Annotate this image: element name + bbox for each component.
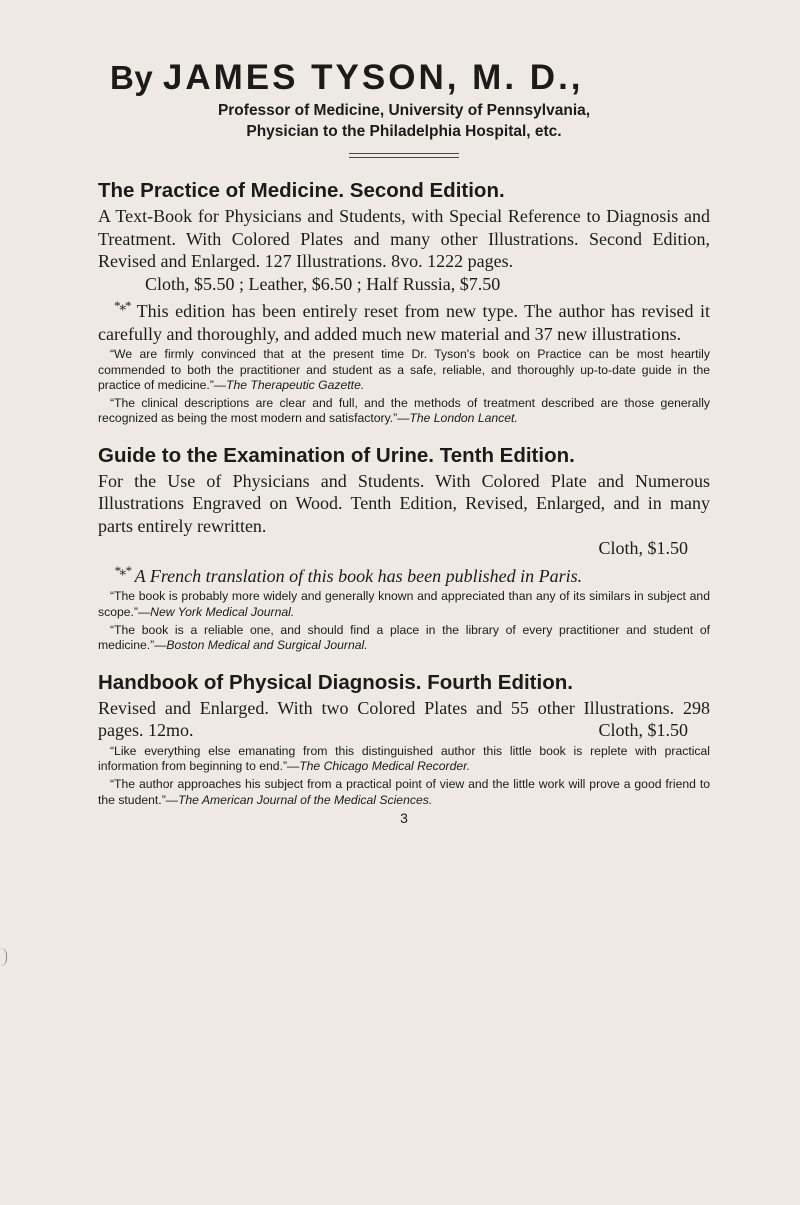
book-price: Cloth, $5.50 ; Leather, $6.50 ; Half Russia, $7.50 xyxy=(145,273,501,294)
book-description-text: For the Use of Physicians and Students. With Colored Plate and Numerous Illustrations Engraved on Wood. Tenth Edition, Revised, Enlarged, and in many parts entirely rewritten. xyxy=(98,470,710,536)
review-text: “The book is probably more widely and generally known and appreciated than any of its similars in subject and scope.”— xyxy=(98,589,710,620)
book-title: The Practice of Medicine. Second Edition. xyxy=(98,179,505,202)
review-source: New York Medical Journal. xyxy=(150,605,295,620)
credentials-line-1: Professor of Medicine, University of Pennsylvania, xyxy=(217,102,591,119)
page-number: 3 xyxy=(400,810,408,827)
review-source: The London Lancet. xyxy=(409,411,518,426)
asterism-mark: *⁎* xyxy=(114,298,131,313)
review-quote xyxy=(98,589,710,620)
review-quote xyxy=(98,396,710,427)
book-description xyxy=(98,470,710,538)
scan-edge-mark xyxy=(0,948,7,966)
book-price: Cloth, $1.50 xyxy=(598,538,688,559)
review-quote xyxy=(98,744,710,775)
page-column xyxy=(98,58,710,826)
book-description: A Text-Book for Physicians and Students, with Special Reference to Diagnosis and Treatment. With Colored Plates and many other Illustrations. Second Edition, Revised and Enlarged. 127 Illustrations. 8vo. 1222 pages. xyxy=(98,206,710,271)
book-entry-examination-of-urine xyxy=(98,443,710,654)
credentials-line-2: Physician to the Philadelphia Hospital, etc. xyxy=(246,123,562,140)
review-source: The Chicago Medical Recorder. xyxy=(299,759,471,774)
author-name: JAMES TYSON, M. D., xyxy=(162,58,584,97)
review-source: The Therapeutic Gazette. xyxy=(226,378,365,393)
book-entry-physical-diagnosis xyxy=(98,670,710,808)
review-text: “The book is a reliable one, and should find a place in the library of every practitioner and student of medicine.”— xyxy=(98,622,710,653)
author-prefix: By xyxy=(110,59,163,96)
review-text: “We are firmly convinced that at the present time Dr. Tyson's book on Practice can be most heartily commended to both the practitioner and student as a safe, reliable, and thoroughly up-to-date guide in the practice of medicine.”— xyxy=(98,347,710,393)
review-source: The American Journal of the Medical Sciences. xyxy=(177,792,433,807)
review-quote xyxy=(98,347,710,394)
book-title: Handbook of Physical Diagnosis. Fourth Edition. xyxy=(98,670,573,694)
review-quote xyxy=(98,623,710,654)
asterism-mark: *⁎* xyxy=(114,562,131,578)
review-text: “Like everything else emanating from this distinguished author this little book is replete with practical information from beginning to end.”— xyxy=(98,743,710,774)
book-note-text: A French translation of this book has been published in Paris. xyxy=(130,565,583,586)
author-credentials xyxy=(98,100,710,142)
review-source: Boston Medical and Surgical Journal. xyxy=(166,638,368,653)
review-quote xyxy=(98,777,710,808)
book-description-text: Revised and Enlarged. With two Colored Plates and 55 other Illustrations. 298 pages. 12mo. xyxy=(98,697,710,741)
book-entry-practice-of-medicine xyxy=(98,178,710,427)
book-note-text: This edition has been entirely reset from new type. The author has revised it carefully and thoroughly, and added much new material and 37 new illustrations. xyxy=(98,301,710,344)
divider-rule xyxy=(349,153,459,158)
review-text: “The author approaches his subject from a practical point of view and the little work will prove a good friend to the student.”— xyxy=(98,777,710,807)
book-price: Cloth, $1.50 xyxy=(598,720,688,741)
book-title: Guide to the Examination of Urine. Tenth Edition. xyxy=(98,443,575,467)
author-heading xyxy=(110,58,710,98)
book-note xyxy=(98,295,710,345)
review-text: “The clinical descriptions are clear and full, and the methods of treatment described are those generally recognized as being the most modern and satisfactory.”— xyxy=(98,395,710,426)
book-note xyxy=(98,560,710,588)
